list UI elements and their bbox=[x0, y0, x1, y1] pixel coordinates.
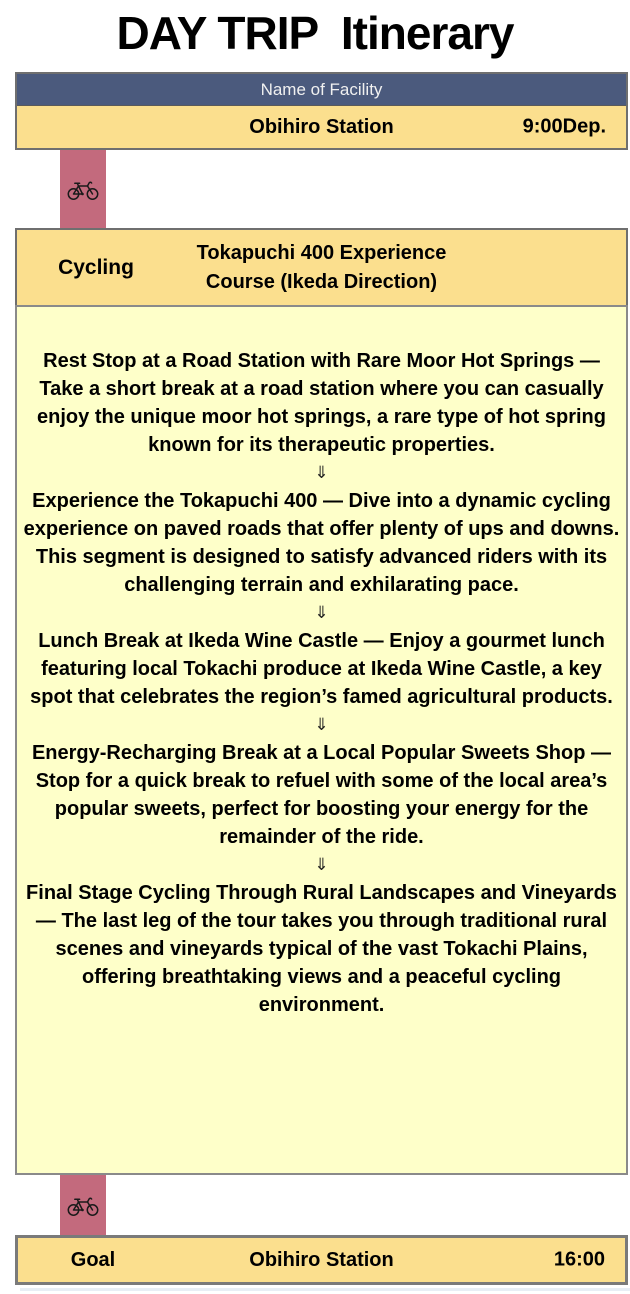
course-title: Tokapuchi 400 Experience Course (Ikeda Direction) bbox=[196, 241, 447, 293]
bicycle-icon bbox=[66, 177, 100, 201]
start-facility-name: Obihiro Station bbox=[249, 115, 394, 138]
down-arrow-icon: ⇓ bbox=[314, 715, 329, 734]
itinerary-step: Final Stage Cycling Through Rural Landscapes and Vineyards — The last leg of the tour takes you through traditional rural scenes and vineyards typical of the vast Tokachi Plains, offering breathtaking views and a peaceful cycling environment. bbox=[26, 882, 617, 1016]
route-connector-bottom bbox=[60, 1172, 106, 1238]
start-row bbox=[17, 106, 626, 148]
itinerary-step: Lunch Break at Ikeda Wine Castle — Enjoy a gourmet lunch featuring local Tokachi produce at Ikeda Wine Castle, a key spot that celebrates the region’s famed agricultural products. bbox=[30, 630, 613, 708]
down-arrow-icon: ⇓ bbox=[314, 855, 329, 874]
course-title-wrap bbox=[17, 230, 626, 305]
start-table bbox=[15, 72, 628, 150]
down-arrow-icon: ⇓ bbox=[314, 463, 329, 482]
itinerary-step: Energy-Recharging Break at a Local Popular Sweets Shop — Stop for a quick break to refuel with some of the local area’s popular sweets, perfect for boosting your energy for the remainder of the ride. bbox=[31, 742, 612, 848]
segment-label: Cycling bbox=[58, 255, 134, 279]
segment-table bbox=[15, 228, 628, 307]
goal-facility-name: Obihiro Station bbox=[249, 1248, 394, 1271]
bicycle-icon bbox=[66, 1193, 100, 1217]
bottom-divider bbox=[20, 1288, 630, 1291]
facility-header: Name of Facility bbox=[17, 74, 626, 106]
goal-table bbox=[15, 1235, 628, 1285]
goal-label: Goal bbox=[70, 1248, 116, 1271]
arrival-time: 16:00 bbox=[553, 1248, 605, 1271]
departure-time: 9:00Dep. bbox=[522, 115, 606, 138]
down-arrow-icon: ⇓ bbox=[314, 603, 329, 622]
itinerary-step: Experience the Tokapuchi 400 — Dive into a dynamic cycling experience on paved roads that offer plenty of ups and downs. This segment is designed to satisfy advanced riders with its challenging terrain and exhilarating pace. bbox=[23, 490, 620, 596]
itinerary-box bbox=[15, 305, 628, 1175]
route-connector-top bbox=[60, 146, 106, 232]
page-title: DAY TRIP Itinerary bbox=[116, 7, 514, 59]
itinerary-step: Rest Stop at a Road Station with Rare Moor Hot Springs — Take a short break at a road station where you can casually enjoy the unique moor hot springs, a rare type of hot spring known for its therapeutic properties. bbox=[37, 350, 606, 456]
